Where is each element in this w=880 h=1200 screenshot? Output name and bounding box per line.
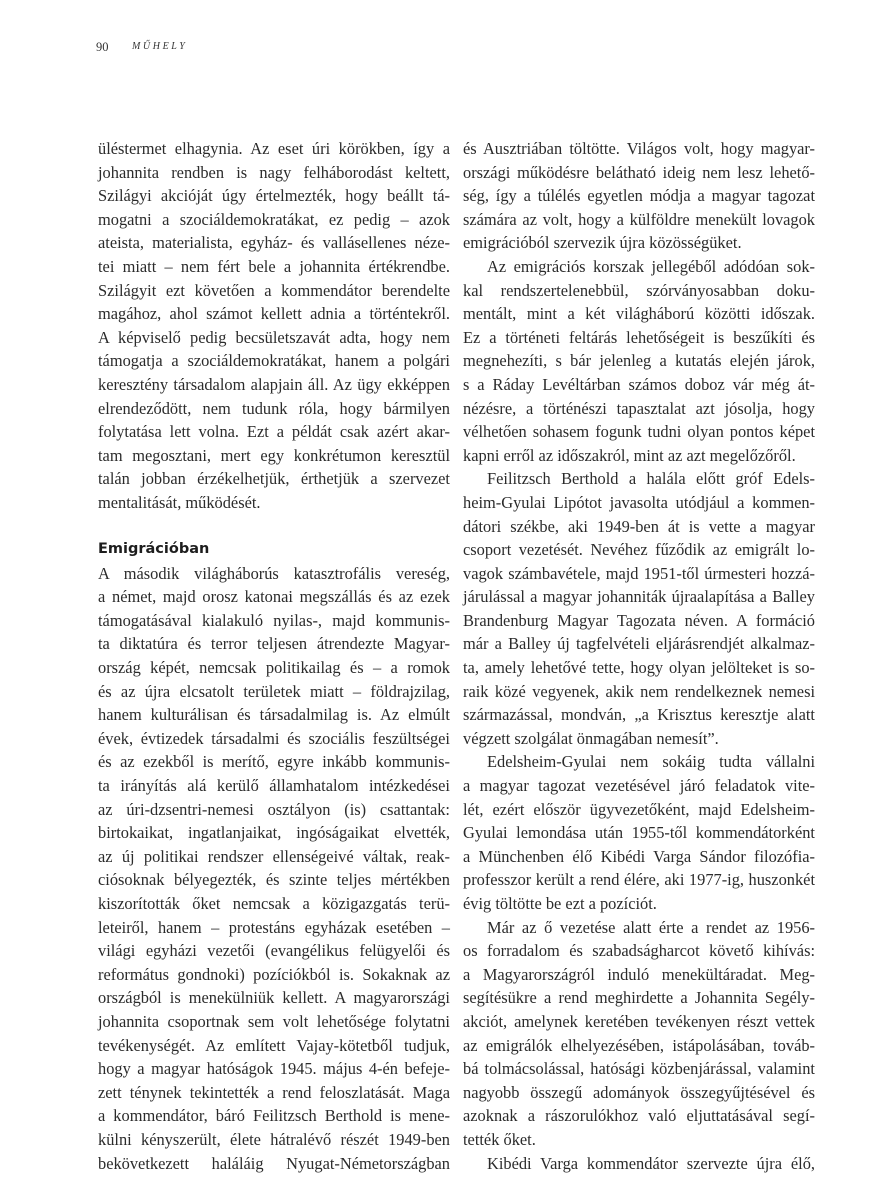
text-line: nézésre, a történészi tapasztalat azt jósolja, hogy — [463, 398, 815, 418]
text-line: Ez a történeti feltárás lehetőségeit is beszűkíti és — [463, 327, 815, 347]
text-line: raik közé vegyenek, akik nem rendelkeznek nemesi — [463, 681, 815, 701]
text-line: ciósoknak bélyegezték, és szinte teljes mértékben — [98, 870, 450, 890]
text-line: professzor került a rend élére, aki 1977-ig, huszonkét — [463, 870, 815, 890]
text-line: hogy a magyar hatóságok 1945. május 4-én befeje- — [98, 1059, 450, 1079]
text-line: évek, évtizedek társadalmi és szociális feszültségei — [98, 728, 450, 748]
text-line: johannita rendben is nagy felháborodást keltett, — [98, 162, 450, 182]
text-line: támogatja a szociáldemokratákat, hanem a polgári — [98, 351, 450, 371]
text-line: azoknak a rászorulókhoz való eljuttatásával segí- — [463, 1106, 815, 1126]
text-line: a kommendátor, báró Feilitzsch Berthold is mene- — [98, 1106, 450, 1126]
text-line: csoport vezetését. Nevéhez fűződik az emigrált lo- — [463, 540, 815, 560]
blank-line — [98, 515, 450, 539]
text-line: akciót, amelynek keretében tevékenyen részt vettek — [463, 1011, 815, 1031]
text-line: leteiről, hanem – protestáns egyházak esetében – — [98, 917, 450, 937]
text-line: tei miatt – nem fért bele a johannita értékrendbe. — [98, 256, 450, 276]
text-line: johannita csoportnak sem volt lehetősége folytatni — [98, 1011, 450, 1031]
text-line: Már az ő vezetése alatt érte a rendet az 1956- — [487, 917, 815, 937]
text-line: a német, majd orosz katonai megszállás és az ezek — [98, 587, 450, 607]
text-line: bá tolmácsolással, hatósági közbenjárással, valamint — [463, 1059, 815, 1079]
text-line: talán jobban érzékelhetjük, érthetjük a szervezet — [98, 469, 450, 489]
text-line: magához, ahol számot kellett adnia a történtekről. — [98, 304, 450, 324]
text-line: Edelsheim-Gyulai nem sokáig tudta vállalni — [487, 752, 815, 772]
text-line: megnehezíti, s bár jelenleg a kutatás elején járok, — [463, 351, 815, 371]
text-line: üléstermet elhagynia. Az eset úri körökben, így a — [98, 139, 450, 158]
text-line: A második világháborús katasztrofális vereség, — [98, 563, 450, 583]
text-line: tam megosztani, mert egy konkrétumon keresztül — [98, 445, 450, 465]
text-line: mogatni a szociáldemokratákat, ez pedig – azok — [98, 209, 450, 229]
text-line: lét, ezért először ügyvezetőként, majd Edelsheim- — [463, 799, 815, 819]
text-line: és Ausztriában töltötte. Világos volt, hogy magyar- — [463, 139, 815, 158]
text-line: ta, amely lehetővé tette, hogy olyan jelölteket is so- — [463, 658, 815, 678]
text-line: nagyobb összegű adományok összegyűjtésével és — [463, 1082, 815, 1102]
text-line: számára az volt, hogy a külföldre menekült lovagok — [463, 209, 815, 229]
text-line: Kibédi Varga kommendátor szervezte újra élő, — [487, 1153, 815, 1173]
text-line: elrendeződött, nem tudunk róla, hogy bármilyen — [98, 398, 450, 418]
text-line: évig töltötte be ezt a pozíciót. — [463, 894, 657, 913]
text-line: az emigrálók elhelyezésében, istápolásában, továb- — [463, 1035, 815, 1055]
text-line: Szilágyi akcióját úgy értelmezték, hogy beállt tá- — [98, 186, 450, 206]
text-line: tevékenységét. Az említett Vajay-kötetből tudjuk, — [98, 1035, 450, 1055]
text-line: már a Balley új tagfelvételi eljárásrendjét alkalmaz- — [463, 634, 815, 654]
text-line: járulással a magyar johanniták újraalapítása a Balley — [463, 587, 815, 607]
text-line: keresztény társadalom alapjain áll. Az ügy ekképpen — [98, 374, 450, 394]
text-line: mentalitását, működését. — [98, 492, 261, 512]
text-line: világi egyházi vezetői (evangélikus felügyelői és — [98, 941, 450, 961]
text-line: birtokaikat, ingatlanjaikat, ingóságaikat elvették, — [98, 823, 450, 843]
text-line: emigrációból szervezik újra közösségüket. — [463, 233, 742, 253]
text-line: hanem kulturálisan és társadalmilag is. Az elmúlt — [98, 705, 450, 725]
left-text-before-heading — [98, 137, 450, 515]
text-line: os forradalom és szabadságharcot követő kihívás: — [463, 941, 815, 961]
text-line: az úri-dzsentri-nemesi osztályon (is) csattantak: — [98, 799, 450, 819]
section-name: MŰHELY — [132, 41, 188, 52]
text-line: Az emigrációs korszak jellegéből adódóan sok- — [487, 256, 815, 276]
text-line: vélhetően sohasem fogunk tudni olyan pontos képet — [463, 422, 815, 442]
text-line: országi működésre belátható ideig nem lesz lehető- — [463, 162, 815, 182]
text-line: támogatásával kialakuló nyilas-, majd kommunis- — [98, 610, 450, 630]
text-line: Gyulai lemondása után 1955-től kommendátorként — [463, 823, 815, 843]
left-column — [98, 137, 450, 1175]
text-line: országból is menekülniük kellett. A magyarországi — [98, 988, 450, 1008]
text-line: kiszorították őket nemcsak a közigazgatás terü- — [98, 894, 450, 913]
text-line: s a Ráday Levéltárban számos doboz vár még át- — [463, 374, 815, 394]
text-line: heim-Gyulai Lipótot javasolta utódjául a kommen- — [463, 492, 815, 512]
text-line: segítésükre a rend meghirdette a Johannita Segély- — [463, 988, 815, 1008]
right-text — [463, 137, 815, 1175]
left-text-after-heading — [98, 562, 450, 1175]
text-line: és az újra elcsatolt területek miatt – földrajzilag, — [98, 681, 450, 701]
text-line: vagok számbavétele, majd 1951-től úrmesteri hozzá- — [463, 563, 815, 583]
text-line: ateista, materialista, egyház- és vallásellenes néze- — [98, 233, 450, 253]
text-line: bekövetkezett haláláig Nyugat-Németországban — [98, 1153, 450, 1173]
text-line: ország képét, nemcsak politikailag és – a romok — [98, 658, 450, 678]
right-column — [463, 137, 815, 1175]
text-line: mentált, mint a két világháború közötti időszak. — [463, 304, 815, 324]
text-line: dátori székbe, aki 1949-ben át is vette a magyar — [463, 516, 815, 536]
text-line: Szilágyit ezt követően a kommendátor berendelte — [98, 280, 450, 300]
text-line: külni kényszerült, élete hátralévő részét 1949-ben — [98, 1129, 450, 1149]
text-line: a Magyarországról induló menekültáradat. Meg- — [463, 964, 815, 984]
page-number: 90 — [96, 40, 109, 54]
text-line: folytatása lett volna. Ezt a példát csak azért akar- — [98, 422, 450, 442]
text-line: származással, mondván, „a Krisztus keresztje alatt — [463, 705, 815, 725]
text-line: ta irányítás alá kerülő államhatalom intézkedései — [98, 776, 450, 796]
text-line: kapni erről az időszakról, mint az azt megelőzőről. — [463, 445, 796, 465]
text-line: zett ténynek tekintették a rend feloszlatását. Maga — [98, 1082, 450, 1102]
text-line: református gondnoki) pozíciókból is. Sokaknak az — [98, 964, 450, 984]
text-line: az új politikai rendszer ellenségeivé váltak, reak- — [98, 846, 450, 866]
section-heading: Emigrációban — [98, 541, 210, 558]
text-line: A képviselő pedig becsületszavát adta, hogy nem — [98, 327, 450, 347]
text-line: ta diktatúra és terror teljesen átrendezte Magyar- — [98, 634, 450, 654]
text-line: és az ezekből is merítő, egyre inkább kommunis- — [98, 752, 450, 772]
text-line: végzett szolgálat önmagában nemesít”. — [463, 728, 719, 748]
text-line: Brandenburg Magyar Tagozata néven. A formáció — [463, 610, 815, 630]
text-line: ség, így a túlélés egyetlen módja a magyar tagozat — [463, 186, 815, 206]
text-line: Feilitzsch Berthold a halála előtt gróf Edels- — [487, 469, 815, 489]
text-line: a Münchenben élő Kibédi Varga Sándor filozófia- — [463, 846, 815, 866]
text-line: a magyar tagozat vezetésével járó feladatok vite- — [463, 776, 815, 796]
text-line: tették őket. — [463, 1129, 536, 1149]
text-line: kal rendszertelenebbül, szórványosabban doku- — [463, 280, 815, 300]
